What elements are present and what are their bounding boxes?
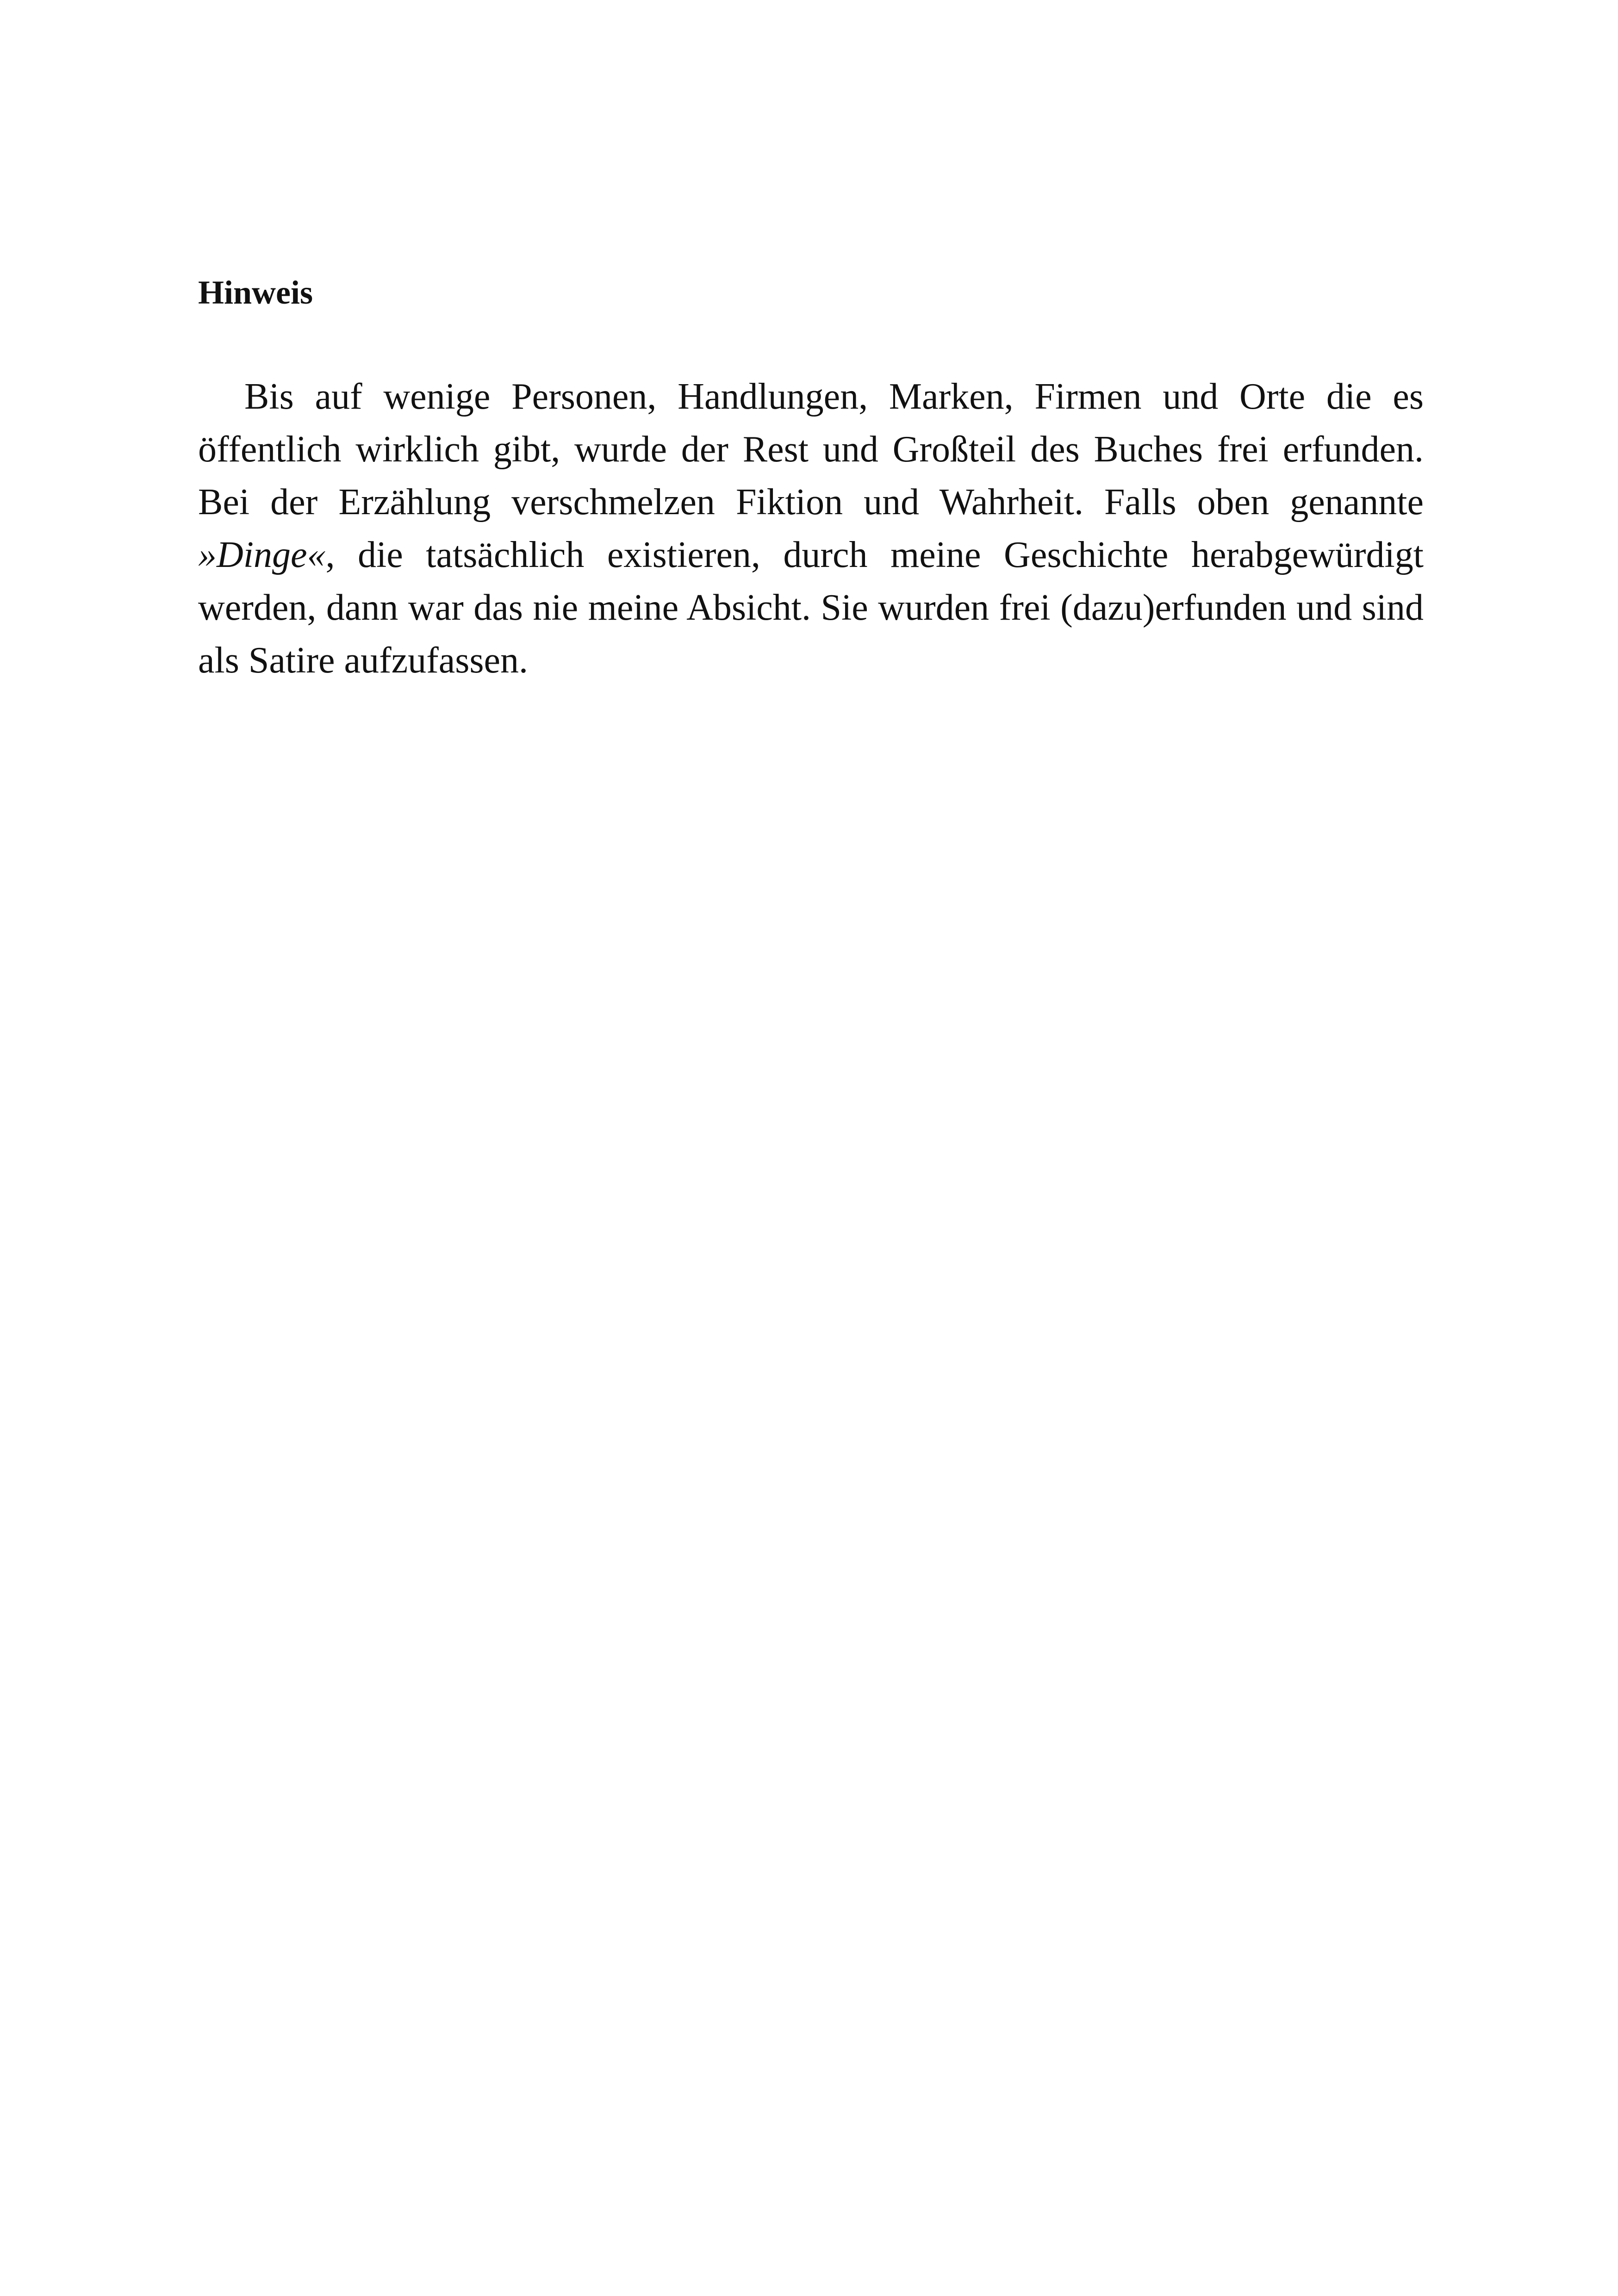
page-heading: Hinweis: [198, 274, 313, 311]
paragraph-text-part2: , die tatsächlich existieren, durch meine Geschichte herabgewürdigt werden, dann war das nie meine Absicht. Sie wurden frei (dazu)erfunden und sind als Satire aufzufassen.: [198, 535, 1424, 681]
paragraph-text-part1: Bis auf wenige Personen, Handlungen, Marken, Firmen und Orte die es öffentlich wirklich gibt, wurde der Rest und Großteil des Buches frei erfunden. Bei der Erzählung verschmelzen Fiktion und Wahrheit. Falls oben genannte: [198, 376, 1424, 523]
disclaimer-paragraph: [198, 370, 1424, 687]
paragraph-emphasis: »Dinge«: [198, 535, 326, 575]
